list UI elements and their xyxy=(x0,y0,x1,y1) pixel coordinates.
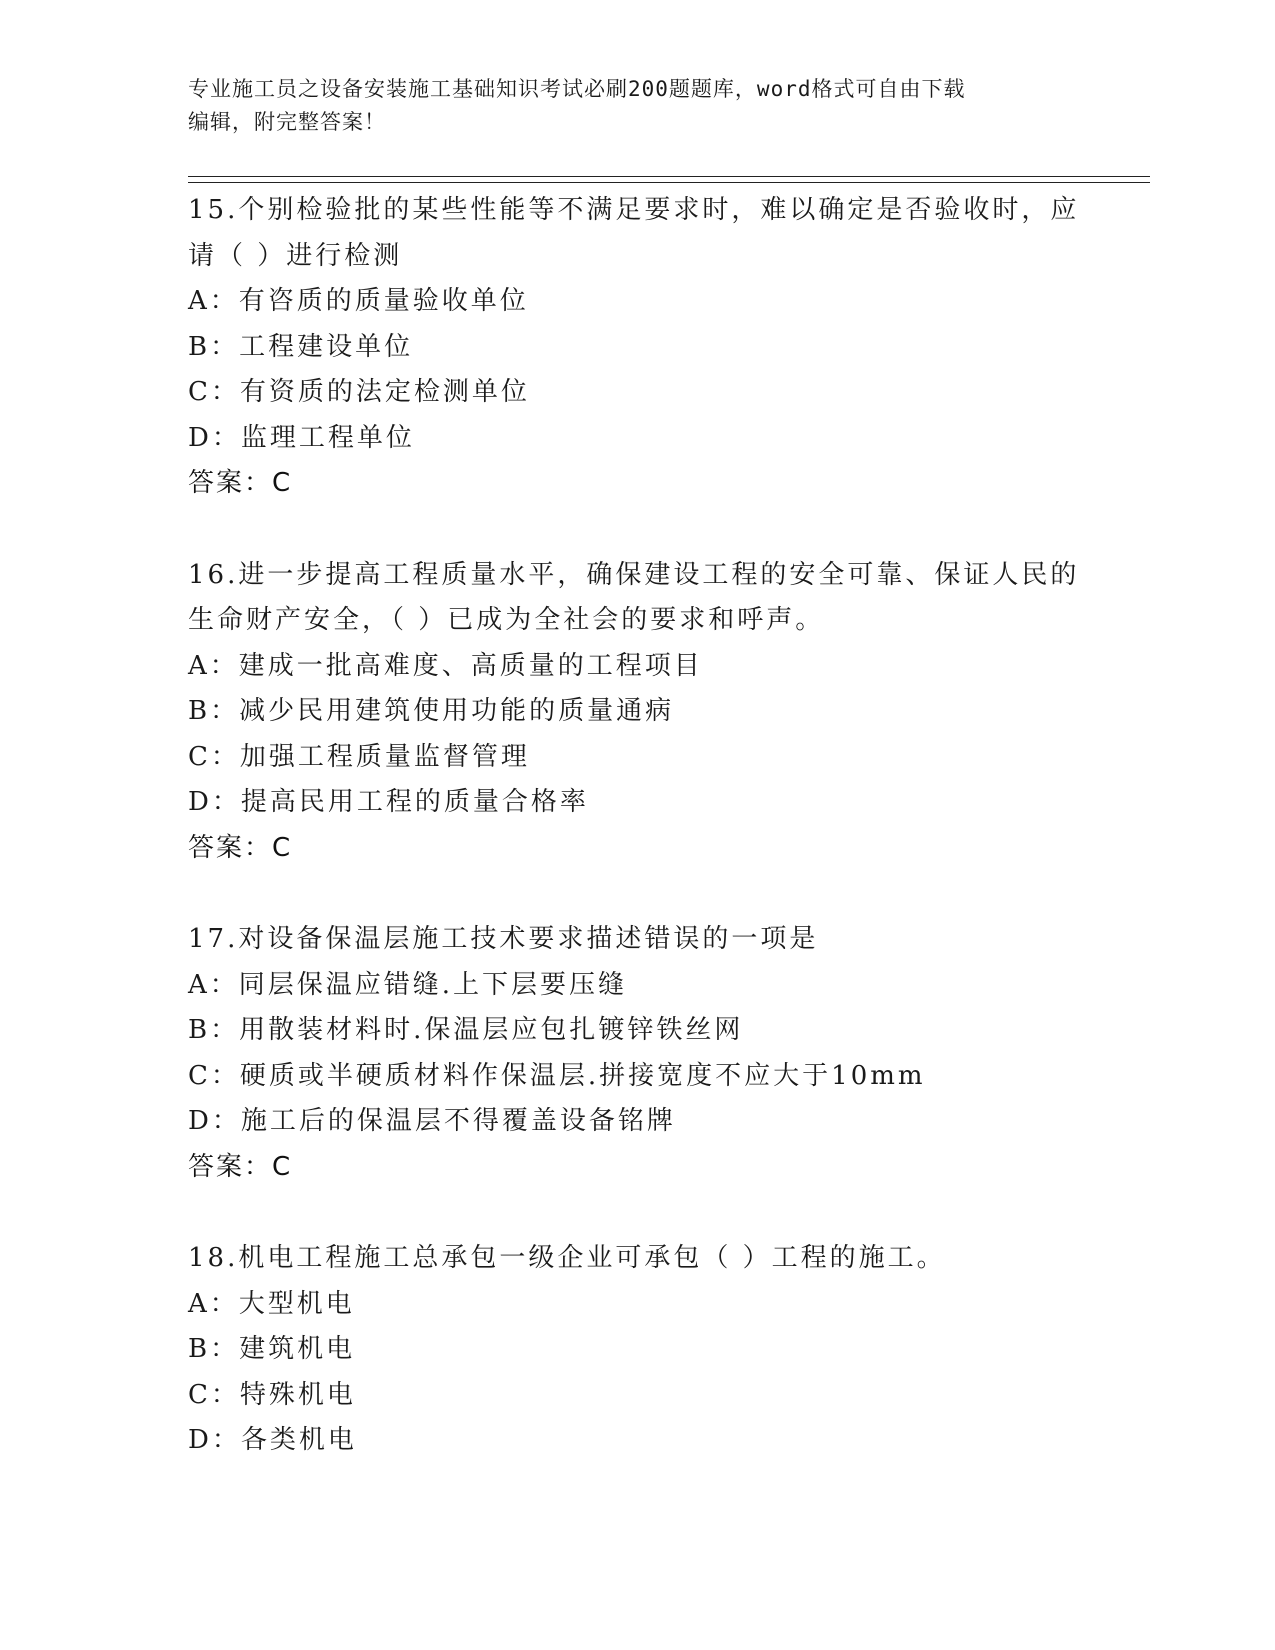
option-d: D：提高民用工程的质量合格率 xyxy=(188,787,589,817)
option-a: A：同层保温应错缝.上下层要压缝 xyxy=(188,969,628,1000)
header-line-2: 编辑，附完整答案！ xyxy=(188,110,386,134)
answer: 答案：C xyxy=(188,1151,293,1182)
question-stem-line: 16.进一步提高工程质量水平，确保建设工程的安全可靠、保证人民的 xyxy=(188,559,1080,590)
answer: 答案：C xyxy=(188,468,293,498)
option-c: C：特殊机电 xyxy=(188,1379,356,1410)
question-list xyxy=(188,188,1088,1510)
document-header xyxy=(188,73,1088,139)
option-a: A：大型机电 xyxy=(188,1288,355,1319)
question-16 xyxy=(188,553,1088,872)
option-b: B：建筑机电 xyxy=(188,1334,356,1364)
header-divider-bottom xyxy=(188,182,1150,183)
question-18 xyxy=(188,1236,1088,1464)
option-d: D：监理工程单位 xyxy=(188,422,415,453)
option-a: A：有咨质的质量验收单位 xyxy=(188,286,529,316)
question-stem-line: 18.机电工程施工总承包一级企业可承包（ ）工程的施工。 xyxy=(188,1243,946,1273)
option-c: C：加强工程质量监督管理 xyxy=(188,741,530,772)
question-17 xyxy=(188,917,1088,1190)
header-line-1: 专业施工员之设备安装施工基础知识考试必刷200题题库，word格式可自由下载 xyxy=(188,77,966,101)
question-stem-line: 15.个别检验批的某些性能等不满足要求时，难以确定是否验收时，应 xyxy=(188,195,1080,225)
option-c: C：硬质或半硬质材料作保温层.拼接宽度不应大于10mm xyxy=(188,1060,926,1091)
header-divider-top xyxy=(188,176,1150,177)
option-c: C：有资质的法定检测单位 xyxy=(188,377,530,407)
option-d: D：施工后的保温层不得覆盖设备铭牌 xyxy=(188,1106,676,1136)
question-15 xyxy=(188,188,1088,507)
option-d: D：各类机电 xyxy=(188,1425,357,1455)
question-stem-line: 生命财产安全，（ ）已成为全社会的要求和呼声。 xyxy=(188,605,825,635)
question-stem-line: 17.对设备保温层施工技术要求描述错误的一项是 xyxy=(188,924,819,954)
option-b: B：工程建设单位 xyxy=(188,331,414,362)
option-b: B：减少民用建筑使用功能的质量通病 xyxy=(188,696,675,726)
question-stem-line: 请（ ）进行检测 xyxy=(188,240,403,271)
answer: 答案：C xyxy=(188,832,293,863)
option-b: B：用散装材料时.保温层应包扎镀锌铁丝网 xyxy=(188,1015,744,1045)
option-a: A：建成一批高难度、高质量的工程项目 xyxy=(188,650,703,681)
